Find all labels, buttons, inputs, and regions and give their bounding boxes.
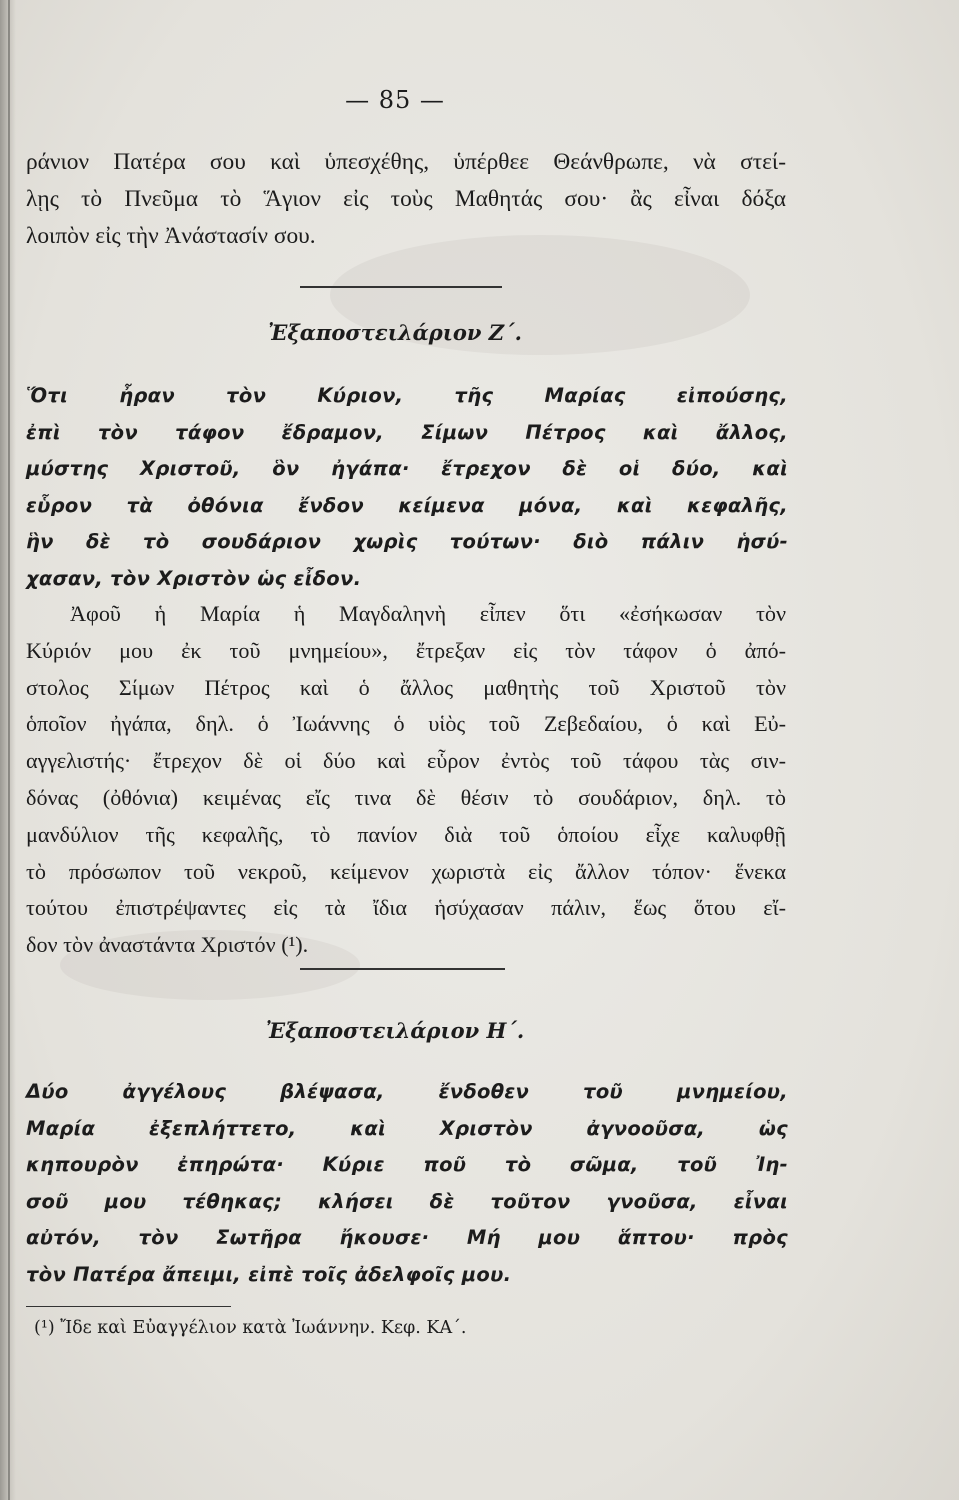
text-line: ράνιον Πατέρα σου καὶ ὑπεσχέθης, ὑπέρθεε Θεάνθρωπε, νὰ στεί- bbox=[26, 149, 786, 175]
section-h-title: Ἐξαποστειλάριον Η΄. bbox=[265, 1018, 525, 1043]
text-line: Ἀφοῦ ἡ Μαρία ἡ Μαγδαληνὴ εἶπεν ὅτι «ἐσήκωσαν τὸν bbox=[70, 601, 786, 626]
section-divider bbox=[300, 286, 502, 288]
hymn-line: αὐτόν, τὸν Σωτῆρα ἤκουσε· Μή μου ἅπτου· πρὸς bbox=[26, 1226, 788, 1250]
hymn-line: ἣν δὲ τὸ σουδάριον χωρὶς τούτων· διὸ πάλιν ἡσύ- bbox=[26, 530, 788, 554]
text-line: ὁποῖον ἠγάπα, δηλ. ὁ Ἰωάννης ὁ υἱὸς τοῦ Ζεβεδαίου, ὁ καὶ Εὐ- bbox=[26, 711, 786, 737]
text-line: λῃς τὸ Πνεῦμα τὸ Ἅγιον εἰς τοὺς Μαθητάς σου· ἂς εἶναι δόξα bbox=[26, 185, 786, 212]
footnote-divider bbox=[26, 1306, 231, 1307]
hymn-line: Ὅτι ἦραν τὸν Κύριον, τῆς Μαρίας εἰπούσης, bbox=[26, 384, 788, 407]
hymn-line: κηπουρὸν ἐπηρώτα· Κύριε ποῦ τὸ σῶμα, τοῦ Ἰη- bbox=[26, 1153, 788, 1177]
section-z-commentary bbox=[26, 596, 786, 964]
text-line: αγγελιστής· ἔτρεχον δὲ οἱ δύο καὶ εὗρον ἐντὸς τοῦ τάφου τὰς σιν- bbox=[26, 748, 786, 774]
hymn-line: μύστης Χριστοῦ, ὃν ἠγάπα· ἔτρεχον δὲ οἱ δύο, καὶ bbox=[26, 457, 788, 481]
hymn-line: χασαν, τὸν Χριστὸν ὡς εἶδον. bbox=[26, 566, 362, 590]
hymn-line: ἐπὶ τὸν τάφον ἔδραμον, Σίμων Πέτρος καὶ ἄλλος, bbox=[26, 420, 788, 444]
text-line: στολος Σίμων Πέτρος καὶ ὁ ἄλλος μαθητὴς τοῦ Χριστοῦ τὸν bbox=[26, 674, 786, 700]
text-line: Κύριόν μου ἐκ τοῦ μνημείου», ἔτρεξαν εἰς τὸν τάφον ὁ ἀπό- bbox=[26, 637, 786, 663]
hymn-line: εὗρον τὰ ὀθόνια ἔνδον κείμενα μόνα, καὶ κεφαλῆς, bbox=[26, 493, 788, 517]
text-line: δον τὸν ἀναστάντα Χριστόν (¹). bbox=[26, 932, 309, 958]
text-line: μανδύλιον τῆς κεφαλῆς, τὸ πανίον διὰ τοῦ ὁποίου εἶχε καλυφθῇ bbox=[26, 821, 786, 847]
text-line: δόνας (ὀθόνια) κειμένας εἴς τινα δὲ θέσιν τὸ σουδάριον, δηλ. τὸ bbox=[26, 784, 786, 810]
section-divider bbox=[300, 968, 505, 970]
text-line: λοιπὸν εἰς τὴν Ἀνάστασίν σου. bbox=[26, 222, 316, 249]
intro-paragraph bbox=[26, 144, 786, 254]
section-h-hymn bbox=[26, 1074, 788, 1294]
footnote: (¹) Ἴδε καὶ Εὐαγγέλιον κατὰ Ἰωάννην. Κεφ. ΚΑ΄. bbox=[34, 1318, 467, 1338]
text-line: τούτου ἐπιστρέψαντες εἰς τὰ ἴδια ἡσύχασαν πάλιν, ἕως ὅτου εἴ- bbox=[26, 895, 786, 921]
text-line: τὸ πρόσωπον τοῦ νεκροῦ, κείμενον χωριστὰ εἰς ἄλλον τόπον· ἕνεκα bbox=[26, 858, 786, 884]
hymn-line: Δύο ἀγγέλους βλέψασα, ἔνδοθεν τοῦ μνημείου, bbox=[26, 1080, 788, 1103]
hymn-line: τὸν Πατέρα ἄπειμι, εἰπὲ τοῖς ἀδελφοῖς μου. bbox=[26, 1262, 512, 1286]
hymn-line: σοῦ μου τέθηκας; κλήσει δὲ τοῦτον γνοῦσα, εἶναι bbox=[26, 1189, 788, 1213]
section-z-title: Ἐξαποστειλάριον Ζ΄. bbox=[268, 320, 522, 345]
binding-edge bbox=[8, 0, 10, 1500]
page-number: — 85 — bbox=[345, 86, 445, 114]
section-z-hymn bbox=[26, 378, 788, 598]
hymn-line: Μαρία ἐξεπλήττετο, καὶ Χριστὸν ἀγνοοῦσα, ὡς bbox=[26, 1116, 788, 1140]
